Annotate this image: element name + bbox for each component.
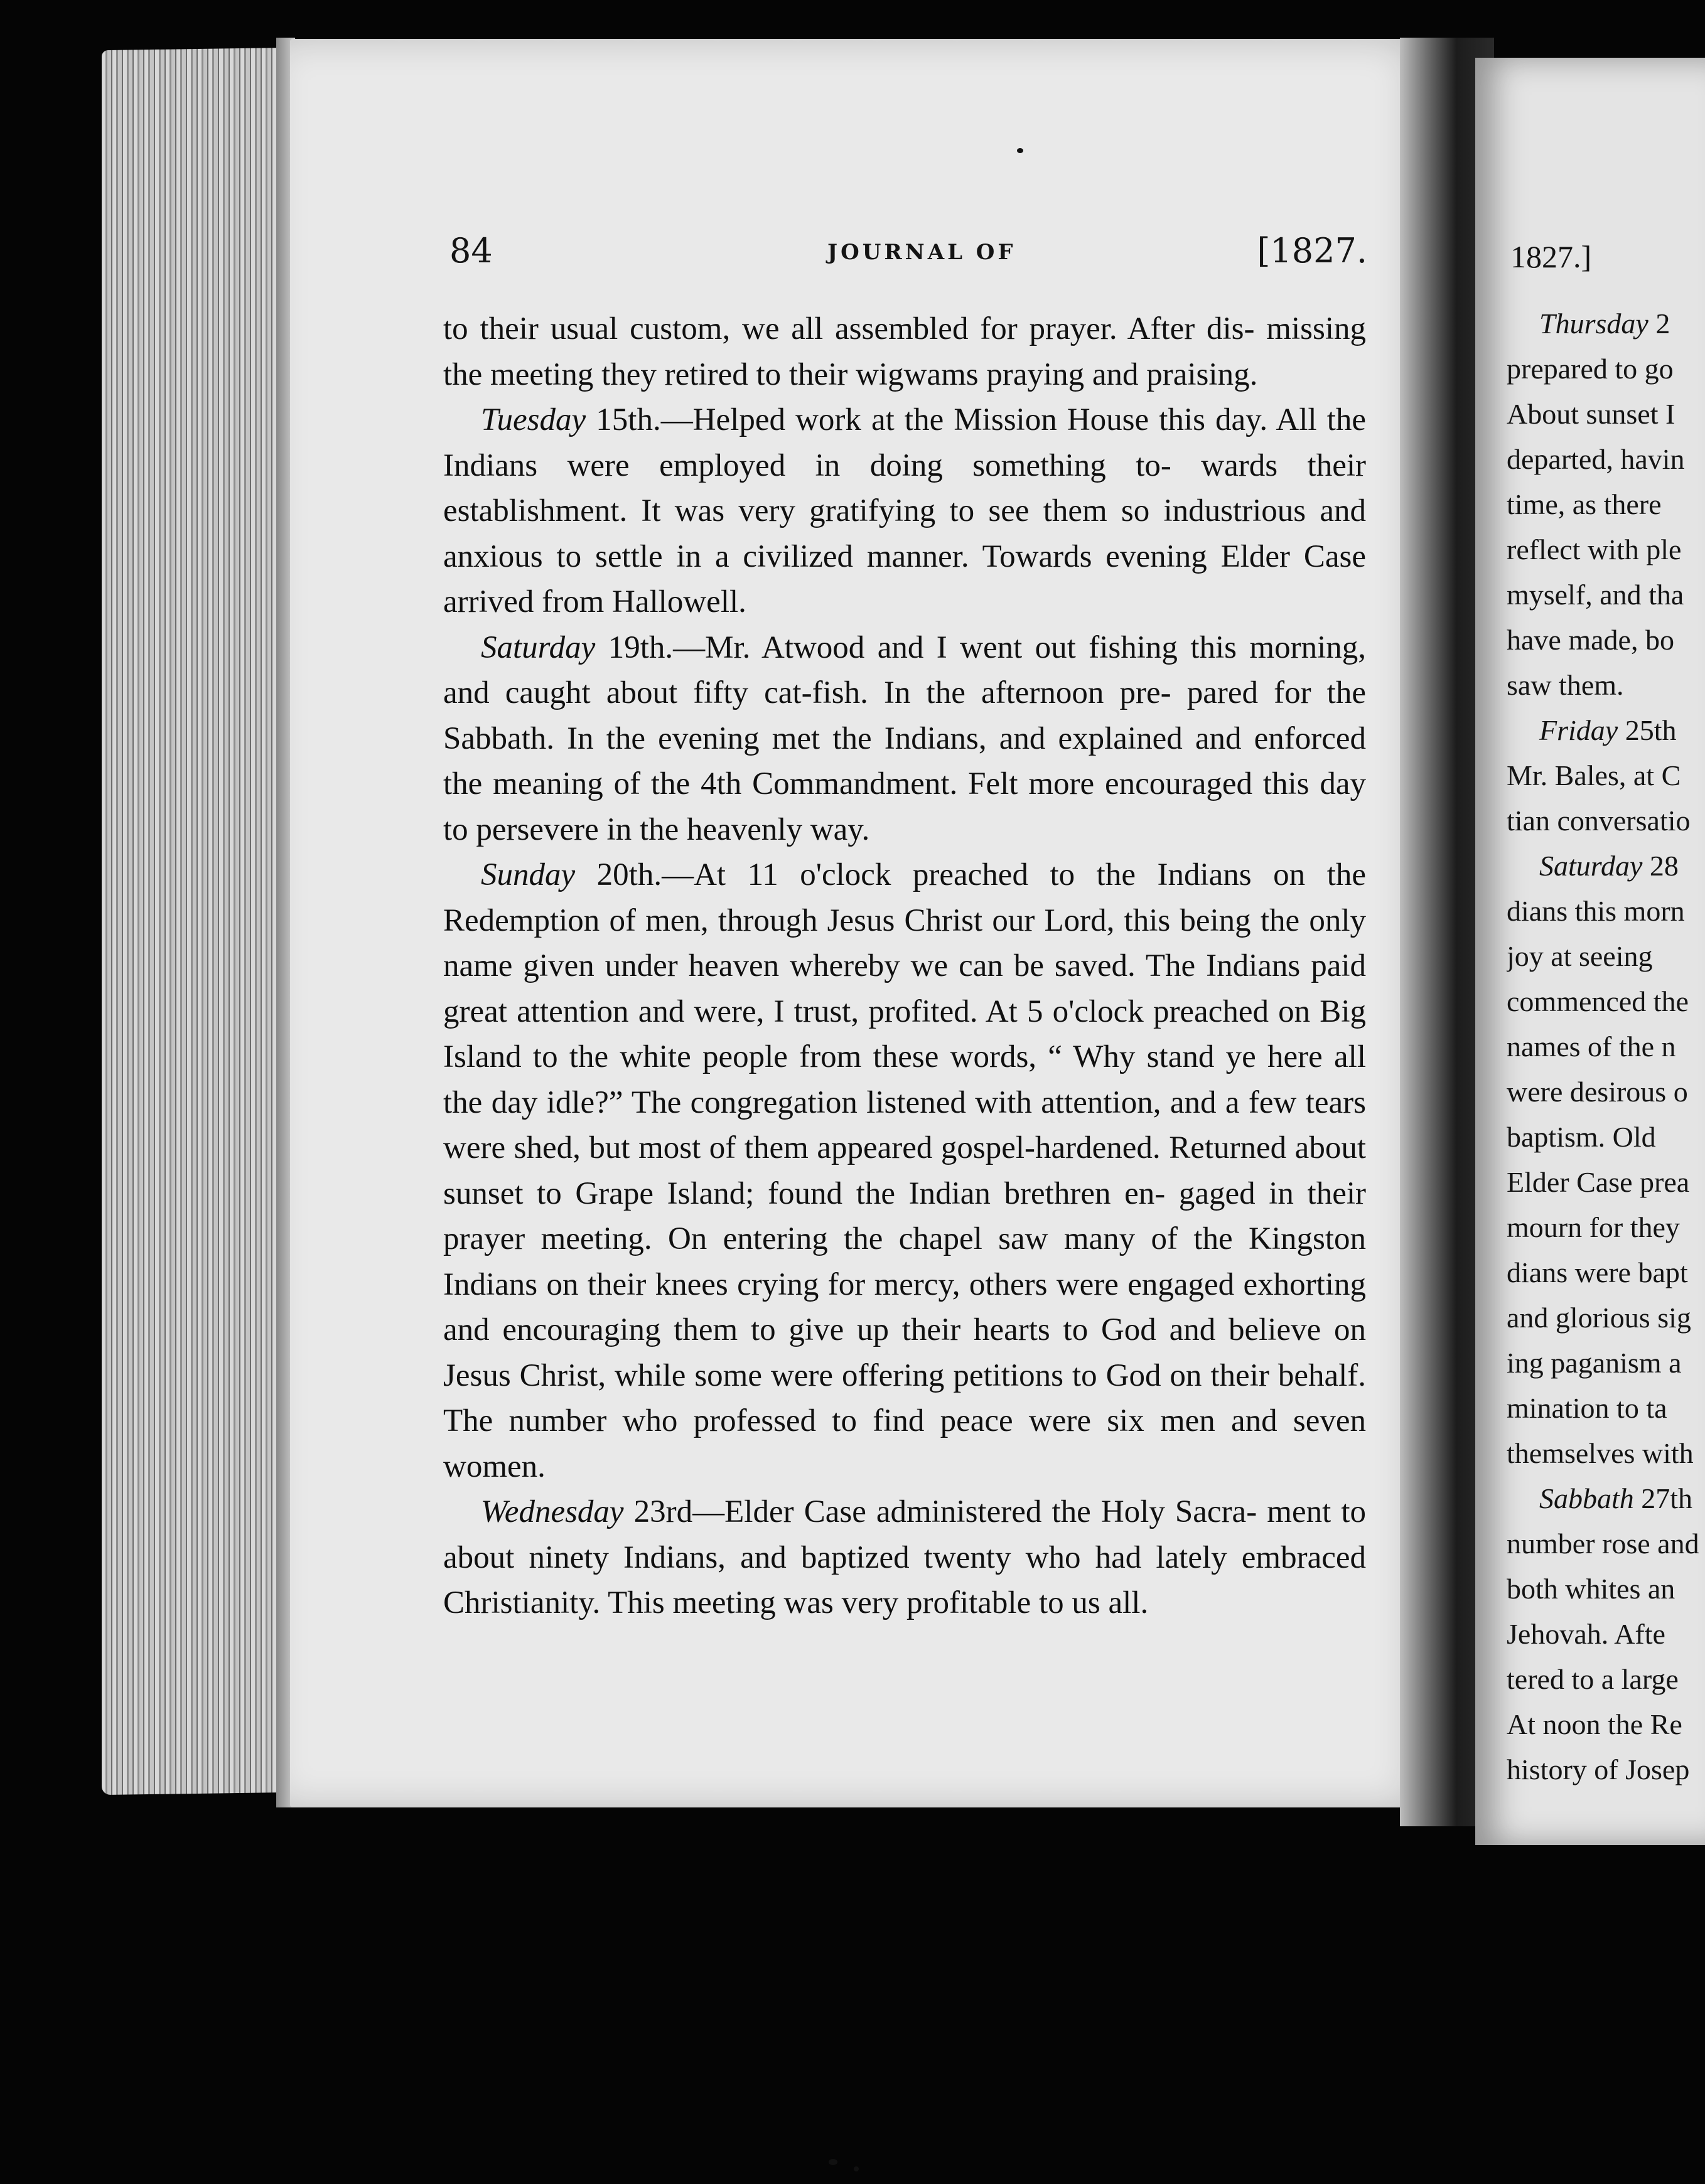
right-page-day: Sabbath (1539, 1482, 1634, 1514)
right-page-day: Saturday (1539, 850, 1643, 882)
paragraph-text: 23rd—Elder Case administered the Holy Sacra- ment to about ninety Indians, and baptized twenty who had lately embraced Christianity. This meeting was very profitable to us all. (443, 1494, 1367, 1620)
scan-speck (829, 2159, 837, 2165)
right-page-line: Thursday 2 (1539, 308, 1670, 340)
right-page-line: names of the n (1507, 1030, 1676, 1063)
right-page-line: mination to ta (1507, 1392, 1667, 1424)
page-number: 84 (449, 231, 493, 270)
right-page-line: history of Josep (1507, 1753, 1690, 1785)
right-page-line: ing paganism a (1507, 1347, 1682, 1379)
page-edges (102, 48, 291, 1795)
entry-day: Wednesday (481, 1494, 624, 1529)
right-page-line: have made, bo (1507, 624, 1674, 656)
right-page-line: joy at seeing (1507, 940, 1653, 972)
right-page-line: baptism. Old (1507, 1121, 1656, 1153)
scan-speck (854, 2166, 859, 2171)
paragraph (443, 852, 1366, 1489)
right-page-line: mourn for they (1507, 1211, 1680, 1243)
entry-day: Sunday (481, 857, 576, 892)
right-page-line: prepared to go (1507, 353, 1674, 385)
running-head (449, 231, 1367, 281)
right-page-line: reflect with ple (1507, 533, 1682, 565)
right-page-line: myself, and tha (1507, 579, 1684, 611)
right-page-line: and glorious sig (1507, 1302, 1691, 1334)
right-page-line: dians were bapt (1507, 1256, 1688, 1288)
paragraph (443, 1489, 1366, 1626)
right-page-line: number rose and (1507, 1528, 1699, 1560)
right-page-line: About sunset I (1507, 398, 1675, 430)
entry-day: Saturday (481, 629, 596, 665)
right-page-line: time, as there (1507, 488, 1662, 520)
right-page-line: commenced the (1507, 985, 1689, 1017)
right-page-text (1507, 301, 1705, 1792)
right-page-line: Saturday 28 (1539, 850, 1679, 882)
right-page-line: were desirous o (1507, 1076, 1688, 1108)
right-page-line: dians this morn (1507, 895, 1685, 927)
header-year: [1827. (1257, 231, 1367, 270)
paragraph-text: to their usual custom, we all assembled for prayer. After dis- missing the meeting they retired to their wigwams praying and praising. (443, 311, 1366, 392)
paragraph (443, 625, 1366, 853)
right-page-line: Mr. Bales, at C (1507, 759, 1681, 791)
right-page-line: tian conversatio (1507, 805, 1691, 837)
right-page-line: Friday 25th (1539, 714, 1677, 746)
scan-speck (1017, 148, 1023, 153)
paragraph (443, 306, 1366, 397)
paragraph-text: 19th.—Mr. Atwood and I went out fishing this morning, and caught about fifty cat-fish. In the afternoon pre- pared for the Sabbath. In the evening met the Indians, and explained and enforced the meaning of the 4th Commandment. Felt more encouraged this day to persevere in the heavenly way. (443, 629, 1367, 847)
right-page-line: At noon the Re (1507, 1708, 1682, 1740)
right-page-year: 1827.] (1510, 239, 1592, 274)
right-page-day: Friday (1539, 714, 1618, 746)
running-title: JOURNAL OF (827, 240, 1016, 265)
journal-text (443, 306, 1366, 1626)
right-page-line: both whites an (1507, 1573, 1675, 1605)
right-page-line: Jehovah. Afte (1507, 1618, 1665, 1650)
entry-day: Tuesday (481, 402, 586, 437)
right-page-line: saw them. (1507, 669, 1624, 701)
paragraph-text: 15th.—Helped work at the Mission House this day. All the Indians were employed in doing something to- wards their establishment. It was very gratifying to see them so industrious and anxious to settle in a civilized manner. Towards evening Elder Case arrived from Hallowell. (443, 402, 1366, 619)
right-page-line: tered to a large (1507, 1663, 1679, 1695)
right-page-line: Elder Case prea (1507, 1166, 1690, 1198)
right-page-line: Sabbath 27th (1539, 1482, 1693, 1514)
paragraph-text: 20th.—At 11 o'clock preached to the Indians on the Redemption of men, through Jesus Christ our Lord, this being the only name given under heaven whereby we can be saved. The Indians paid great attention and were, I trust, profited. At 5 o'clock preached on Big Island to the white people from these words, “ Why stand ye here all the day idle?” The congregation listened with attention, and a few tears were shed, but most of them appeared gospel-hardened. Returned about sunset to Grape Island; found the Indian brethren en- gaged in their prayer meeting. On entering the chapel saw many of the Kingston Indians on their knees crying for mercy, others were engaged exhorting and encouraging them to give up their hearts to God and believe on Jesus Christ, while some were offering petitions to God on their behalf. The number who professed to find peace were six men and seven women. (443, 857, 1366, 1484)
right-page-line: themselves with (1507, 1437, 1694, 1469)
right-page-day: Thursday (1539, 308, 1649, 340)
right-page-line: departed, havin (1507, 443, 1685, 475)
paragraph (443, 397, 1366, 625)
